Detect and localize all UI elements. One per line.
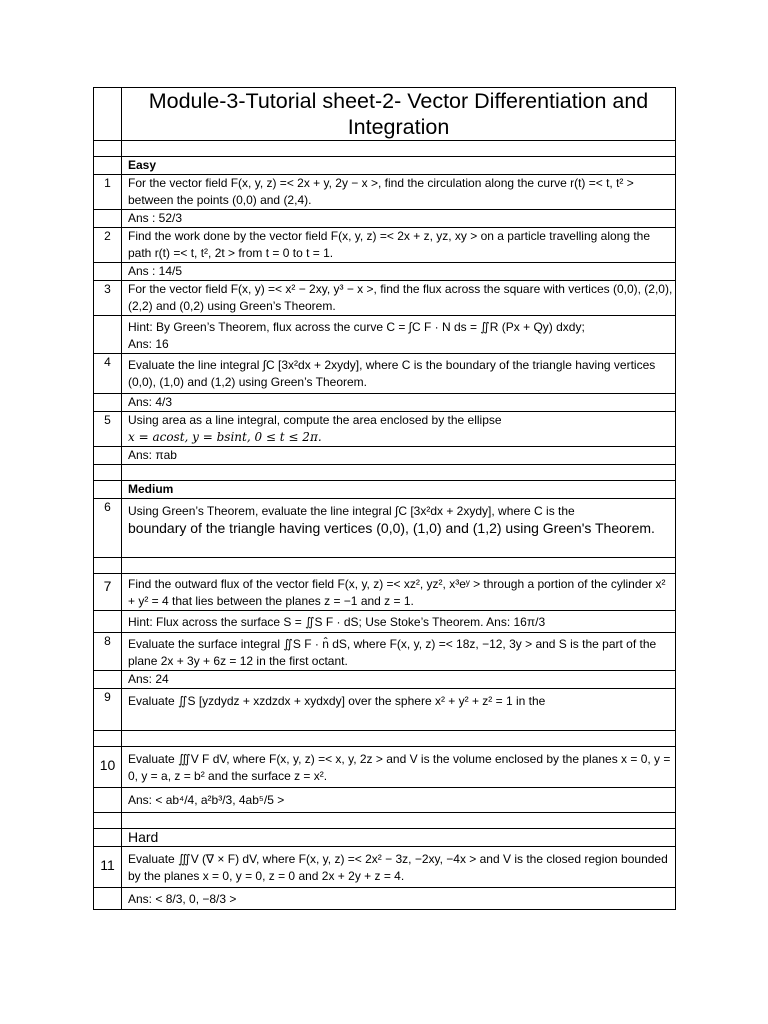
q7-text: Find the outward flux of the vector field F(x, y, z) =< xz², yz², x³eʸ > through a portion of the cylinder x² + y² = 4 that lies between the planes z = −1 and z = 1.	[122, 574, 676, 611]
spacer-row	[94, 141, 676, 157]
q8-ans-row	[94, 671, 676, 689]
page-title: Module-3-Tutorial sheet-2- Vector Differentiation and Integration	[122, 88, 676, 141]
q7-hint: Hint: Flux across the surface S = ∬S F · dS; Use Stoke’s Theorem. Ans: 16π/3	[122, 611, 676, 633]
q2-answer: Ans : 14/5	[122, 263, 676, 281]
q10-text: Evaluate ∭V F dV, where F(x, y, z) =< x, y, 2z > and V is the volume enclosed by the planes x = 0, y = 0, y = a, z = b² and the surface z = x².	[122, 747, 676, 788]
q2-row	[94, 228, 676, 263]
q9-num: 9	[94, 689, 122, 731]
section-medium-row	[94, 481, 676, 499]
spacer-row	[94, 465, 676, 481]
q5-num: 5	[94, 412, 122, 447]
q11-answer: Ans: < 8/3, 0, −8/3 >	[122, 888, 676, 910]
q2-ans-row	[94, 263, 676, 281]
title-row	[94, 88, 676, 141]
spacer-row	[94, 558, 676, 574]
q11-text: Evaluate ∭V (∇ × F) dV, where F(x, y, z) =< 2x² − 3z, −2xy, −4x > and V is the closed region bounded by the planes x = 0, y = 0, z = 0 and 2x + 2y + z = 4.	[122, 847, 676, 888]
q3-num: 3	[94, 281, 122, 316]
q1-ans-row	[94, 210, 676, 228]
q5-ans-row	[94, 447, 676, 465]
q3-hint-row	[94, 316, 676, 354]
q5-text: Using area as a line integral, compute the area enclosed by the ellipse	[128, 413, 502, 427]
tutorial-sheet	[93, 87, 675, 906]
q6-num: 6	[94, 499, 122, 558]
q8-text: Evaluate the surface integral ∬S F · n̂ dS, where F(x, y, z) =< 18z, −12, 3y > and S is the part of the plane 2x + 3y + 6z = 12 in the first octant.	[122, 633, 676, 671]
q7-hint-row	[94, 611, 676, 633]
q1-num: 1	[94, 175, 122, 210]
q10-num: 10	[94, 747, 122, 788]
q10-answer: Ans: < ab⁴/4, a²b³/3, 4ab⁵/5 >	[122, 788, 676, 813]
q3-answer: Ans: 16	[128, 337, 169, 351]
q3-row	[94, 281, 676, 316]
q6-text-a: Using Green’s Theorem, evaluate the line integral ∫C [3x²dx + 2xydy], where C is the	[128, 504, 575, 518]
q3-text: For the vector field F(x, y) =< x² − 2xy, y³ − x >, find the flux across the square with vertices (0,0), (2,0), (2,2) and (0,2) using Green’s Theorem.	[122, 281, 676, 316]
section-medium: Medium	[122, 481, 676, 499]
q1-text: For the vector field F(x, y, z) =< 2x + y, 2y − x >, find the circulation along the curve r(t) =< t, t² > between the points (0,0) and (2,4).	[122, 175, 676, 210]
q11-num: 11	[94, 847, 122, 888]
q5-answer: Ans: πab	[122, 447, 676, 465]
q1-answer: Ans : 52/3	[122, 210, 676, 228]
section-easy-row	[94, 157, 676, 175]
q9-text: Evaluate ∬S [yzdydz + xzdzdx + xydxdy] over the sphere x² + y² + z² = 1 in the	[122, 689, 676, 731]
q11-row	[94, 847, 676, 888]
q4-answer: Ans: 4/3	[122, 394, 676, 412]
spacer-row	[94, 731, 676, 747]
q4-text: Evaluate the line integral ∫C [3x²dx + 2xydy], where C is the boundary of the triangle having vertices (0,0), (1,0) and (1,2) using Green’s Theorem.	[122, 354, 676, 394]
q4-ans-row	[94, 394, 676, 412]
q10-ans-row	[94, 788, 676, 813]
q5-row	[94, 412, 676, 447]
title-num-cell	[94, 88, 122, 141]
q8-row	[94, 633, 676, 671]
section-hard-row	[94, 829, 676, 847]
q2-text: Find the work done by the vector field F(x, y, z) =< 2x + z, yz, xy > on a particle travelling along the path r(t) =< t, t², 2t > from t = 0 to t = 1.	[122, 228, 676, 263]
section-easy: Easy	[122, 157, 676, 175]
section-hard: Hard	[122, 829, 676, 847]
q6-text-b: boundary of the triangle having vertices (0,0), (1,0) and (1,2) using Green's Theorem.	[128, 520, 655, 536]
q5-math: x = acost, y = bsint, 0 ≤ t ≤ 2π.	[128, 430, 322, 444]
q9-row	[94, 689, 676, 731]
q8-num: 8	[94, 633, 122, 671]
q1-row	[94, 175, 676, 210]
q8-answer: Ans: 24	[122, 671, 676, 689]
q2-num: 2	[94, 228, 122, 263]
q4-row	[94, 354, 676, 394]
q7-num: 7	[94, 574, 122, 611]
q10-row	[94, 747, 676, 788]
q7-row	[94, 574, 676, 611]
q4-num: 4	[94, 354, 122, 394]
q6-row	[94, 499, 676, 558]
q3-hint: Hint: By Green’s Theorem, flux across the curve C = ∫C F · N ds = ∬R (Px + Qy) dxdy;	[128, 320, 585, 334]
spacer-row	[94, 813, 676, 829]
questions-table	[93, 87, 676, 910]
q11-ans-row	[94, 888, 676, 910]
